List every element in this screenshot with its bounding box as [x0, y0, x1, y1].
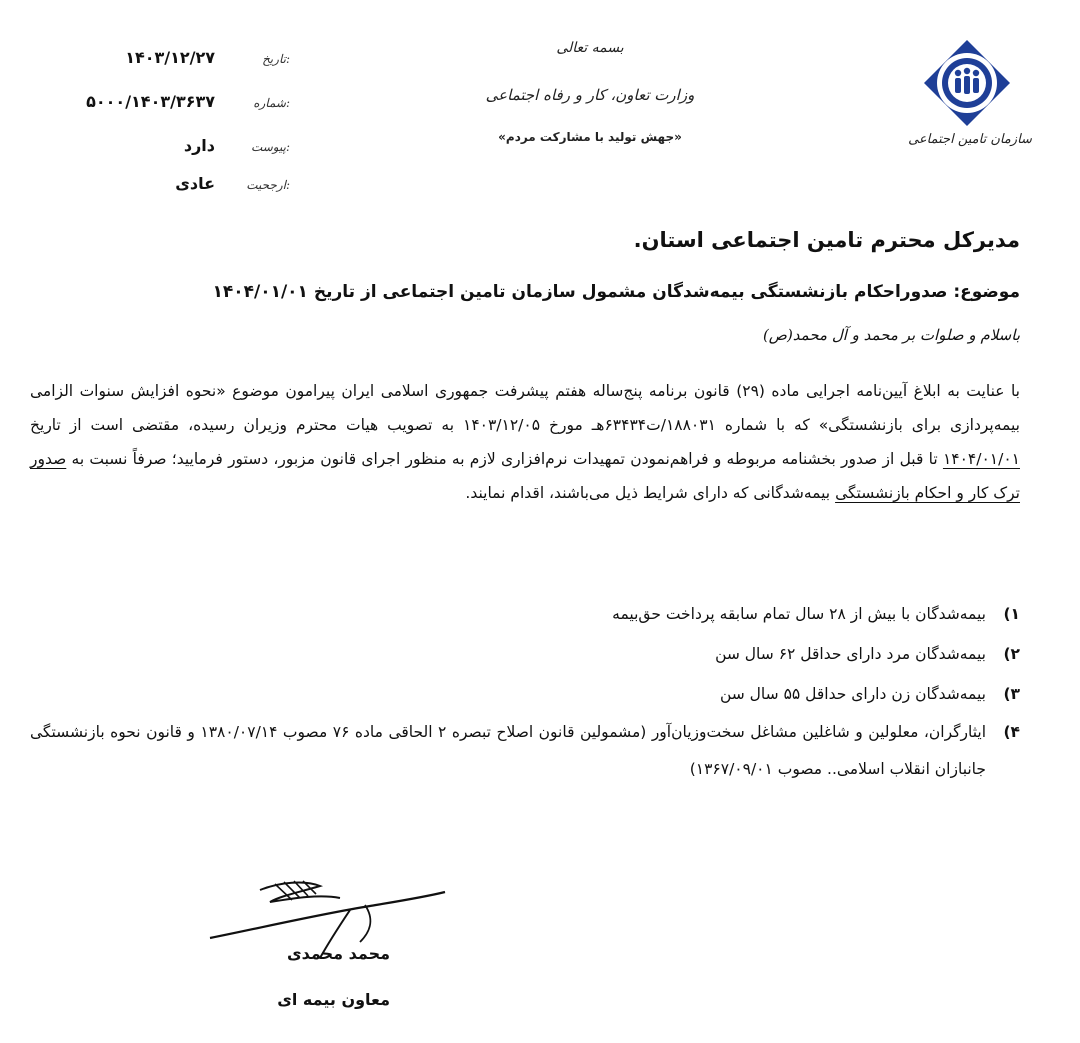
social-security-logo-icon	[922, 38, 1012, 128]
number-label: شماره:	[253, 96, 290, 110]
paragraph-part-2: تا قبل از صدور بخشنامه مربوطه و فراهم‌نمودن تمهیدات نرم‌افزاری لازم به منظور اجرای قانون مزبور، دستور فرمایید؛ صرفاً نسبت به	[71, 450, 938, 468]
item-text: ایثارگران، معلولین و شاغلین مشاغل سخت‌وزیان‌آور (مشمولین قانون اصلاح تبصره ۲ الحاقی ماده ۷۶ مصوب ۱۳۸۰/۰۷/۱۴ و قانون نحوه بازنشستگی جانبازان انقلاب اسلامی.. مصوب ۱۳۶۷/۰۹/۰۱)	[30, 723, 987, 778]
list-item	[30, 634, 1020, 674]
item-text: بیمه‌شدگان زن دارای حداقل ۵۵ سال سن	[719, 685, 986, 703]
list-item	[30, 594, 1020, 634]
number-value: ۵۰۰۰/۱۴۰۳/۳۶۳۷	[86, 92, 215, 111]
effective-date: ۱۴۰۴/۰۱/۰۱	[942, 450, 1020, 468]
letterhead-center	[460, 40, 720, 144]
conditions-list	[30, 594, 1020, 788]
body-paragraph	[30, 374, 1020, 510]
date-value: ۱۴۰۳/۱۲/۲۷	[125, 48, 215, 67]
date-label: تاریخ:	[262, 52, 290, 66]
item-number: ۲)	[1003, 645, 1020, 663]
basmala: بسمه تعالی	[556, 40, 624, 56]
signatory-title: معاون بیمه ای	[277, 990, 390, 1009]
ministry-name: وزارت تعاون، کار و رفاه اجتماعی	[485, 86, 695, 104]
meta-date	[60, 48, 290, 72]
salutation: باسلام و صلوات بر محمد و آل محمد(ص)	[762, 326, 1020, 344]
meta-attachment	[60, 136, 290, 160]
paragraph-part-3: بیمه‌شدگانی که دارای شرایط ذیل می‌باشند، اقدام نمایند.	[465, 484, 831, 502]
priority-value: عادی	[175, 174, 215, 193]
item-number: ۴)	[1003, 723, 1020, 741]
meta-priority	[60, 174, 290, 198]
priority-label: ارجحیت:	[246, 178, 290, 192]
underlined-phrase: صدور ترک کار و احکام بازنشستگی	[30, 450, 1020, 502]
subject-line: موضوع: صدوراحکام بازنشستگی بیمه‌شدگان مشمول سازمان تامین اجتماعی از تاریخ ۱۴۰۴/۰۱/۰۱	[212, 282, 1020, 302]
attachment-value: دارد	[183, 136, 215, 155]
list-item	[30, 714, 1020, 788]
recipient: مدیرکل محترم تامین اجتماعی استان.	[633, 228, 1020, 252]
list-item	[30, 674, 1020, 714]
meta-number	[60, 92, 290, 116]
item-number: ۳)	[1003, 685, 1020, 703]
item-number: ۱)	[1003, 605, 1020, 623]
signatory-name: محمد محمدی	[286, 944, 390, 963]
attachment-label: پیوست:	[250, 140, 290, 154]
paragraph-part-1: با عنایت به ابلاغ آیین‌نامه اجرایی ماده (۲۹) قانون برنامه پنج‌ساله هفتم پیشرفت جمهوری اسلامی ایران پیرامون موضوع «نحوه افزایش سنوات الزامی بیمه‌پردازی برای بازنشستگی» که با شماره ۱۸۸۰۳۱/ت۶۳۴۳۴هـ مورخ ۱۴۰۳/۱۲/۰۵ به تصویب هیات محترم وزیران رسیده، مقتضی است از تاریخ	[30, 382, 1020, 434]
org-caption: سازمان تامین اجتماعی	[908, 132, 1032, 147]
item-text: بیمه‌شدگان مرد دارای حداقل ۶۲ سال سن	[715, 645, 986, 663]
year-slogan: «جهش تولید با مشارکت مردم»	[498, 130, 682, 144]
item-text: بیمه‌شدگان با بیش از ۲۸ سال تمام سابقه پرداخت حق‌بیمه	[612, 605, 986, 623]
